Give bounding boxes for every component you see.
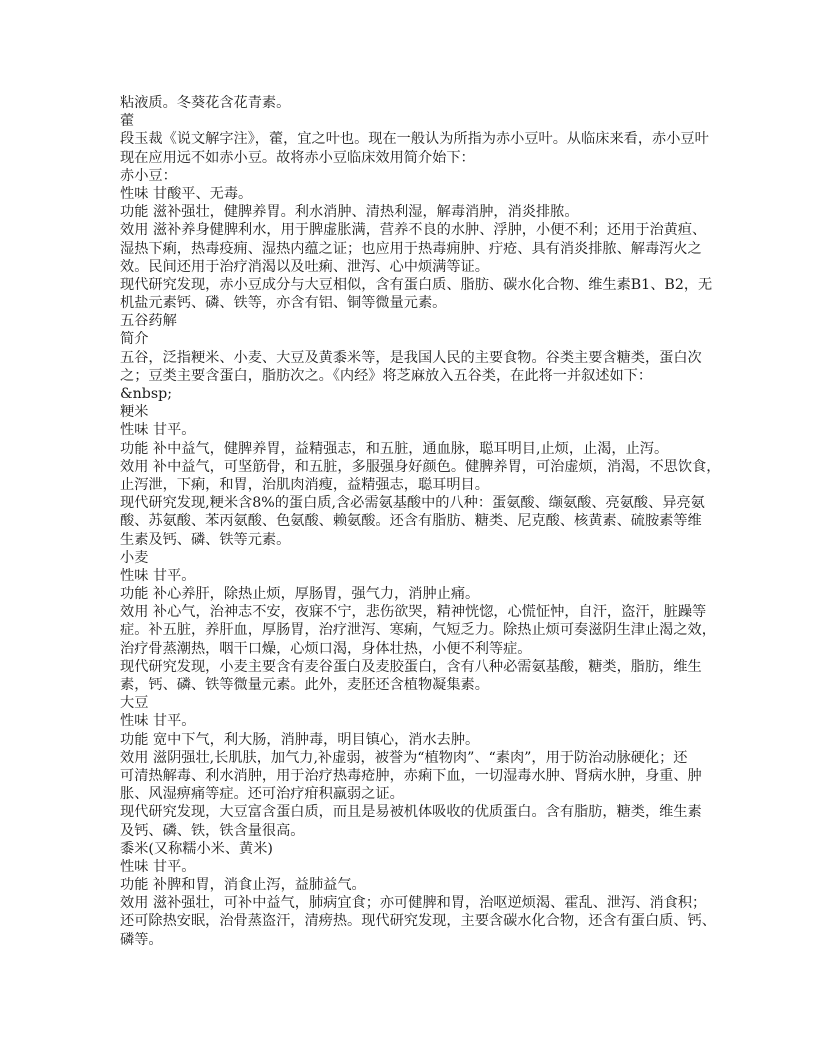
- text-line: 大豆: [120, 695, 149, 712]
- text-line: 及钙、磷、铁，铁含量很高。: [120, 822, 305, 839]
- text-line: 粳米: [120, 404, 149, 421]
- text-line: 效用 滋补强壮，可补中益气，肺病宜食；亦可健脾和胃，治呕逆烦渴、霍乱、泄泻、消食积；: [120, 895, 707, 912]
- text-line: 之；豆类主要含蛋白，脂肪次之。《内经》将芝麻放入五谷类，在此将一并叙述如下：: [120, 367, 653, 384]
- text-line: 效。民间还用于治疗消渴以及吐痢、泄泻、心中烦满等证。: [120, 258, 489, 275]
- text-line: 性味 甘酸平、无毒。: [120, 185, 253, 202]
- text-line: 性味 甘平。: [120, 422, 196, 439]
- text-line: 五谷，泛指粳米、小麦、大豆及黄黍米等，是我国人民的主要食物。谷类主要含糖类，蛋白次: [120, 349, 702, 366]
- text-line: 功能 补脾和胃，消食止泻，益肺益气。: [120, 877, 366, 894]
- text-line: 简介: [120, 331, 149, 348]
- text-line: 黍米(又称糯小米、黄米): [120, 840, 273, 857]
- text-line: 效用 补心气，治神志不安，夜寐不宁，悲伤欲哭，精神恍惚，心慌怔忡，自汗，盗汗，脏躁等: [120, 604, 707, 621]
- text-line: 症。补五脏，养肝血，厚肠胃，治疗泄泻、寒痢，气短乏力。除热止烦可奏滋阴生津止渴之效，: [120, 622, 716, 639]
- text-line: 赤小豆：: [120, 167, 177, 184]
- text-line: 粘液质。冬葵花含花青素。: [120, 95, 291, 111]
- document-body: [120, 94, 721, 949]
- text-line: 治疗骨蒸潮热，咽干口燥，心烦口渴，身体壮热，小便不利等症。: [120, 640, 532, 657]
- text-line: 效用 补中益气，可坚筋骨，和五脏，多服强身好颜色。健脾养胃，可治虚烦，消渴，不思饮食，: [120, 458, 721, 475]
- text-line: 效用 滋补养身健脾利水，用于脾虚胀满，营养不良的水肿、浮肿，小便不利；还用于治黄疸、: [120, 222, 707, 239]
- text-line: 素，钙、磷、铁等微量元素。此外，麦胚还含植物凝集素。: [120, 677, 489, 693]
- text-line: 止泻泄，下痢，和胃，治肌肉消瘦，益精强志，聪耳明目。: [120, 476, 489, 493]
- text-line: 还可除热安眠，治骨蒸盗汗，清痨热。现代研究发现，主要含碳水化合物，还含有蛋白质、钙、: [120, 913, 716, 930]
- text-line: 磷等。: [120, 931, 163, 948]
- text-line: 现代研究发现，小麦主要含有麦谷蛋白及麦胶蛋白，含有八种必需氨基酸，糖类，脂肪，维生: [120, 658, 702, 675]
- text-line: 胀、风湿痹痛等症。还可治疗疳积羸弱之证。: [120, 786, 404, 803]
- text-line: 段玉裁《说文解字注》，藿，宜之叶也。现在一般认为所指为赤小豆叶。从临床来看，赤小豆叶: [120, 131, 709, 148]
- text-line: 性味 甘平。: [120, 713, 196, 730]
- text-line: 机盐元素钙、磷、铁等，亦含有铝、铜等微量元素。: [120, 295, 447, 312]
- text-line: 湿热下痢，热毒疫痈、湿热内蕴之证；也应用于热毒痈肿、疔疮、具有消炎排脓、解毒泻火之: [120, 240, 702, 257]
- text-line: 现代研究发现，赤小豆成分与大豆相似，含有蛋白质、脂肪、碳水化合物、维生素B1、B2，无: [120, 276, 713, 293]
- text-line: 酸、苏氨酸、苯丙氨酸、色氨酸、赖氨酸。还含有脂肪、糖类、尼克酸、核黄素、硫胺素等维: [120, 513, 702, 530]
- text-line: 生素及钙、磷、铁等元素。: [120, 531, 291, 548]
- text-line: 现代研究发现，大豆富含蛋白质，而且是易被机体吸收的优质蛋白。含有脂肪，糖类，维生素: [120, 804, 702, 821]
- text-line: 藿: [120, 113, 135, 130]
- text-line: 五谷药解: [120, 313, 177, 330]
- text-line: 性味 甘平。: [120, 858, 196, 875]
- text-line: 性味 甘平。: [120, 567, 196, 584]
- text-line: 现在应用远不如赤小豆。故将赤小豆临床效用简介始下：: [120, 149, 475, 166]
- text-line: 功能 宽中下气，利大肠，消肿毒，明目镇心，消水去肿。: [120, 731, 480, 748]
- text-line: 功能 滋补强壮，健脾养胃。利水消肿、清热利湿，解毒消肿，消炎排脓。: [120, 204, 579, 221]
- text-line: 功能 补中益气，健脾养胃，益精强志，和五脏，通血脉，聪耳明目,止烦，止渴，止泻。: [120, 440, 669, 457]
- text-line: 功能 补心养肝，除热止烦，厚肠胃，强气力，消肿止痛。: [120, 586, 480, 603]
- text-line: 效用 滋阴强壮,长肌肤，加气力,补虚弱，被誉为“植物肉”、“素肉”，用于防治动脉硬化；还: [120, 749, 688, 766]
- text-line: 小麦: [120, 549, 149, 566]
- text-line: 可清热解毒、利水消肿，用于治疗热毒疮肿，赤痢下血，一切湿毒水肿、肾病水肿，身重、肿: [120, 767, 702, 784]
- text-line: &nbsp;: [120, 386, 172, 402]
- text-line: 现代研究发现,粳米含8%的蛋白质,含必需氨基酸中的八种：蛋氨酸、缬氨酸、亮氨酸、异亮氨: [120, 495, 705, 512]
